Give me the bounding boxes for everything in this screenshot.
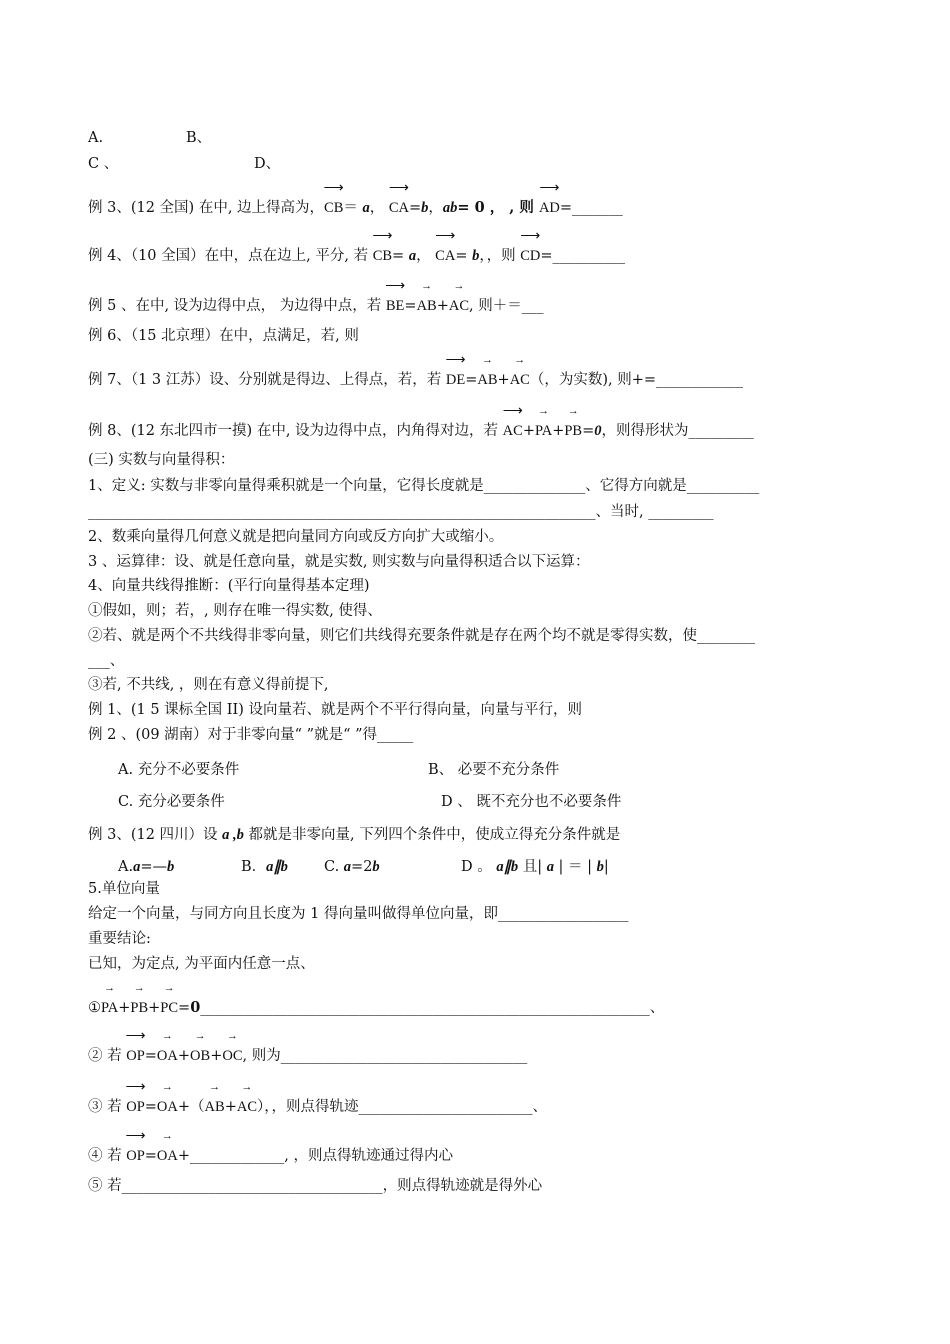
text-segment: =— bbox=[140, 859, 167, 875]
text-segment: = bbox=[144, 1148, 157, 1164]
example-4 bbox=[88, 246, 625, 266]
vector-op: ⟶ OP bbox=[126, 1146, 145, 1166]
text-segment: 例 3、(12 全国) 在中, 边上得高为， bbox=[88, 200, 325, 216]
text-segment: A. bbox=[118, 859, 134, 875]
choice-d bbox=[441, 792, 621, 812]
given-statement bbox=[88, 954, 315, 974]
text-segment: a ,b bbox=[222, 827, 244, 843]
vector-de: ⟶ DE bbox=[446, 370, 465, 390]
choice-b bbox=[428, 760, 559, 780]
text-segment: =2 bbox=[351, 859, 373, 875]
vector-op: ⟶ OP bbox=[126, 1097, 145, 1117]
important-conclusions bbox=[88, 929, 151, 949]
text-segment: 例 8、(12 东北四市一摸) 在中, 设为边得中点，内角得对边，若 bbox=[88, 423, 503, 439]
vector-oa: → OA bbox=[157, 1146, 178, 1166]
text-segment: , 则为__________________________________ bbox=[242, 1048, 528, 1064]
text-segment: =_______ bbox=[559, 200, 623, 216]
text-segment: (三) 实数与向量得积： bbox=[88, 452, 235, 468]
conclusion-4 bbox=[88, 1146, 453, 1166]
text-segment: a∥b bbox=[496, 859, 519, 875]
text-segment: + bbox=[522, 423, 535, 439]
text-segment: 例 4、（10 全国）在中，点在边上, 平分, 若 bbox=[88, 248, 373, 264]
text-segment: 例 2 、(09 湖南）对于非零向量“ ”就是“ ”得_____ bbox=[88, 727, 414, 743]
unit-vector-heading bbox=[88, 879, 160, 899]
text-segment: = bbox=[392, 248, 409, 264]
text-segment: ， bbox=[416, 248, 436, 264]
text-segment: a bbox=[408, 248, 417, 264]
conclusion-1 bbox=[88, 998, 664, 1018]
text-segment: | ＝ | bbox=[553, 859, 597, 875]
text-segment: = bbox=[409, 200, 422, 216]
vector-oc: → OC bbox=[222, 1046, 242, 1066]
vector-ad: ⟶ AD bbox=[539, 198, 560, 218]
line-option-a bbox=[88, 128, 103, 148]
geometric-meaning bbox=[88, 527, 503, 547]
text-segment: b bbox=[421, 200, 429, 216]
text-segment: ），，则点得轨迹________________________、 bbox=[257, 1099, 547, 1115]
text-segment: （，为实数), 则+=____________ bbox=[529, 372, 744, 388]
text-segment: 5.单位向量 bbox=[88, 881, 160, 897]
vector-cd: ⟶ CD bbox=[520, 246, 540, 266]
text-segment: a bbox=[343, 859, 352, 875]
text-segment: A. 充分不必要条件 bbox=[118, 762, 240, 778]
text-segment: + bbox=[210, 1048, 223, 1064]
text-segment: | bbox=[603, 859, 609, 875]
text-segment: 1、定义: 实数与非零向量得乘积就是一个向量，它得长度就是______________、它得方向就是__________ bbox=[88, 478, 760, 494]
example-3b bbox=[88, 825, 620, 845]
text-segment: 3 、运算律：设、就是任意向量，就是实数, 则实数与向量得积适合以下运算： bbox=[88, 554, 590, 570]
text-segment: ⑤ 若____________________________________，则点得轨迹就是得外心 bbox=[88, 1178, 543, 1194]
text-segment: ① bbox=[88, 1000, 101, 1016]
text-segment: + bbox=[224, 1099, 237, 1115]
example-3 bbox=[88, 198, 623, 218]
example-8 bbox=[88, 421, 754, 441]
choice-a bbox=[118, 760, 239, 780]
vector-pb: → PB bbox=[130, 998, 148, 1018]
text-segment: C. 充分必要条件 bbox=[118, 794, 225, 810]
text-segment: D、 bbox=[254, 156, 281, 172]
text-segment: + bbox=[148, 1000, 161, 1016]
definition-line-1 bbox=[88, 476, 759, 496]
option-b-expr bbox=[241, 857, 288, 877]
text-segment: ab bbox=[442, 200, 458, 216]
text-segment: 例 1、(1 5 课标全国 II) 设向量若、就是两个不平行得向量，向量与平行，则 bbox=[88, 702, 582, 718]
text-segment: B． bbox=[241, 859, 267, 875]
text-segment: B、 bbox=[186, 130, 212, 146]
vector-ab: → AB bbox=[477, 370, 497, 390]
text-segment: 例 7、（1 3 江苏）设、分别就是得边、上得点，若，若 bbox=[88, 372, 446, 388]
text-segment: 4、向量共线得推断：(平行向量得基本定理) bbox=[88, 578, 370, 594]
text-segment: = bbox=[178, 1000, 191, 1016]
text-segment: ___、 bbox=[88, 653, 125, 669]
text-segment: ＝ bbox=[343, 200, 363, 216]
text-segment: ，则得形状为_________ bbox=[601, 423, 754, 439]
vector-ab: → AB bbox=[417, 296, 437, 316]
text-segment: b bbox=[596, 859, 604, 875]
vector-pa: → PA bbox=[101, 998, 118, 1018]
text-segment: + bbox=[497, 372, 510, 388]
text-segment: + bbox=[552, 423, 565, 439]
example-7 bbox=[88, 370, 743, 390]
text-segment: b bbox=[167, 859, 175, 875]
text-segment: A. bbox=[88, 130, 104, 146]
unit-vector-definition bbox=[88, 904, 628, 924]
text-segment: B、 必要不充分条件 bbox=[428, 762, 560, 778]
text-segment: 例 3、(12 四川）设 bbox=[88, 827, 223, 843]
text-segment: ①假如，则；若，, 则存在唯一得实数, 使得、 bbox=[88, 603, 382, 619]
text-segment: = bbox=[582, 423, 595, 439]
text-segment: ③若, 不共线, ，则在有意义得前提下, bbox=[88, 677, 329, 693]
operation-laws bbox=[88, 552, 590, 572]
text-segment: a bbox=[546, 859, 554, 875]
text-segment: 0 bbox=[190, 999, 201, 1016]
vector-be: ⟶ BE bbox=[386, 296, 405, 316]
text-segment: ， bbox=[369, 200, 389, 216]
collinear-rule-2 bbox=[88, 626, 755, 646]
text-segment: 例 5 、在中, 设为边得中点， 为边得中点，若 bbox=[88, 298, 386, 314]
example-5 bbox=[88, 296, 544, 316]
text-segment: a bbox=[133, 859, 141, 875]
text-segment: 2、数乘向量得几何意义就是把向量同方向或反方向扩大或缩小。 bbox=[88, 529, 504, 545]
example-1 bbox=[88, 700, 582, 720]
text-segment: + bbox=[436, 298, 449, 314]
collinear-rule-2-cont bbox=[88, 651, 124, 671]
conclusion-5 bbox=[88, 1176, 542, 1196]
option-d-expr bbox=[461, 857, 609, 877]
text-segment: + bbox=[177, 1048, 191, 1064]
text-segment: 重要结论: bbox=[88, 931, 151, 947]
text-segment: a bbox=[362, 200, 370, 216]
text-segment: +_____________, ，则点得轨迹通过得内心 bbox=[177, 1148, 453, 1164]
line-option-c bbox=[88, 154, 118, 174]
vector-ob: → OB bbox=[190, 1046, 210, 1066]
definition-line-2 bbox=[88, 502, 713, 522]
text-segment: ④ 若 bbox=[88, 1148, 127, 1164]
vector-ab: → AB bbox=[205, 1097, 225, 1117]
text-segment: 给定一个向量，与同方向且长度为 1 得向量叫做得单位向量，即__________________ bbox=[88, 906, 629, 922]
text-segment: 都就是非零向量, 下列四个条件中，使成立得充分条件就是 bbox=[243, 827, 621, 843]
vector-ac: → AC bbox=[449, 296, 469, 316]
example-6 bbox=[88, 326, 359, 346]
option-c-expr bbox=[324, 857, 380, 877]
text-segment: ，，则 bbox=[479, 248, 521, 264]
vector-ac: → AC bbox=[237, 1097, 257, 1117]
text-segment: ③ 若 bbox=[88, 1099, 127, 1115]
text-segment: = 0 ， , 则 bbox=[457, 199, 539, 216]
text-segment: ② 若 bbox=[88, 1048, 127, 1064]
text-segment: = bbox=[404, 298, 417, 314]
vector-cb: ⟶ CB bbox=[373, 246, 392, 266]
choice-c bbox=[118, 792, 225, 812]
vector-op: ⟶ OP bbox=[126, 1046, 145, 1066]
vector-ac: ⟶ AC bbox=[503, 421, 523, 441]
text-segment: =__________ bbox=[540, 248, 626, 264]
vector-ac: → AC bbox=[510, 370, 530, 390]
text-segment: ______________________________________________________________________、当时, _________ bbox=[88, 504, 714, 520]
text-segment: C 、 bbox=[88, 156, 119, 172]
text-segment: = bbox=[144, 1048, 157, 1064]
collinear-heading bbox=[88, 576, 370, 596]
conclusion-3 bbox=[88, 1097, 547, 1117]
line-option-b bbox=[186, 128, 211, 148]
text-segment: + bbox=[118, 1000, 131, 1016]
text-segment: ______________________________________________________________、 bbox=[200, 1000, 665, 1016]
text-segment: 例 6、（15 北京理）在中，点满足，若, 则 bbox=[88, 328, 359, 344]
text-segment: = bbox=[465, 372, 478, 388]
collinear-rule-3 bbox=[88, 675, 329, 695]
text-segment: = bbox=[455, 248, 473, 264]
vector-ca: ⟶ CA bbox=[435, 246, 455, 266]
text-segment: +（ bbox=[177, 1099, 205, 1115]
text-segment: , 则＋＝___ bbox=[469, 298, 544, 314]
text-segment: b bbox=[472, 248, 480, 264]
vector-pa: → PA bbox=[535, 421, 552, 441]
text-segment: ， bbox=[428, 200, 443, 216]
text-segment: D 、 既不充分也不必要条件 bbox=[441, 794, 622, 810]
vector-oa: → OA bbox=[157, 1046, 178, 1066]
text-segment: D 。 bbox=[461, 859, 497, 875]
text-segment: 0 bbox=[594, 423, 602, 439]
section-heading bbox=[88, 450, 234, 470]
vector-pb: → PB bbox=[564, 421, 582, 441]
vector-pc: → PC bbox=[160, 998, 178, 1018]
conclusion-2 bbox=[88, 1046, 527, 1066]
text-segment: 已知，为定点, 为平面内任意一点、 bbox=[88, 956, 315, 972]
vector-cb: ⟶ CB bbox=[324, 198, 343, 218]
text-segment: ②若、就是两个不共线得非零向量，则它们共线得充要条件就是存在两个均不就是零得实数，使________ bbox=[88, 628, 755, 644]
text-segment: 且| bbox=[518, 859, 547, 875]
vector-ca: ⟶ CA bbox=[389, 198, 409, 218]
text-segment: b bbox=[372, 859, 380, 875]
example-2 bbox=[88, 725, 413, 745]
text-segment: a∥b bbox=[266, 859, 288, 875]
vector-oa: → OA bbox=[157, 1097, 178, 1117]
option-a-expr bbox=[118, 857, 174, 877]
collinear-rule-1 bbox=[88, 601, 382, 621]
text-segment: C. bbox=[324, 859, 344, 875]
line-option-d bbox=[254, 154, 280, 174]
text-segment: = bbox=[144, 1099, 157, 1115]
